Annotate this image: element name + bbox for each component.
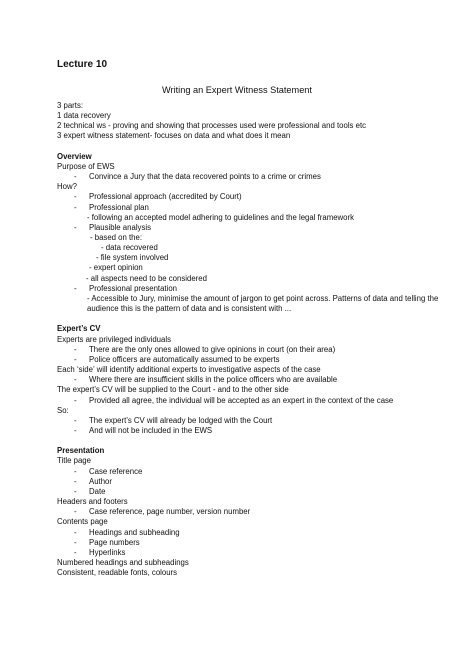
document-body xyxy=(57,101,457,578)
bullet-marker: - xyxy=(74,527,77,537)
bullet-marker: - xyxy=(74,486,77,496)
each-side-line: Each ‘side’ will identify additional experts to investigative aspects of the case xyxy=(57,365,321,375)
list-item xyxy=(57,548,457,558)
list-item xyxy=(57,528,457,538)
list-item-text: Where there are insufficient skills in the police officers who are available xyxy=(89,375,338,385)
bullet-marker: - xyxy=(74,466,77,476)
parts-item: 3 expert witness statement- focuses on data and what does it mean xyxy=(57,131,291,141)
list-item-text: Plausible analysis xyxy=(89,222,151,232)
list-item-text: The expert’s CV will already be lodged with the Court xyxy=(89,415,273,425)
bullet-marker: - xyxy=(74,395,77,405)
list-item xyxy=(57,396,457,406)
sub-item: - expert opinion xyxy=(89,263,143,273)
numbered-line: Numbered headings and subheadings xyxy=(57,557,189,567)
experts-cv-heading: Expert’s CV xyxy=(57,324,101,334)
purpose-label: Purpose of EWS xyxy=(57,161,115,171)
list-item xyxy=(57,203,457,213)
list-item-text: Convince a Jury that the data recovered points to a crime or crimes xyxy=(89,172,321,182)
list-item-text: Professional presentation xyxy=(89,283,177,293)
list-item-text: Date xyxy=(89,486,106,496)
list-item xyxy=(57,345,457,355)
sub-item: - data recovered xyxy=(101,243,158,253)
contents-page-line: Contents page xyxy=(57,517,108,527)
list-item-text: Author xyxy=(89,476,112,486)
list-item xyxy=(57,223,457,233)
parts-item: 1 data recovery xyxy=(57,111,111,121)
list-item xyxy=(57,538,457,548)
bullet-marker: - xyxy=(74,344,77,354)
list-item xyxy=(57,284,457,294)
parts-item: 2 technical ws - proving and showing that processes used were professional and tools etc xyxy=(57,121,367,131)
bullet-marker: - xyxy=(74,172,77,182)
list-item xyxy=(57,416,457,426)
bullet-marker: - xyxy=(74,222,77,232)
headers-footers-line: Headers and footers xyxy=(57,497,128,507)
list-item xyxy=(57,355,457,365)
bullet-marker: - xyxy=(74,425,77,435)
sub-item: - file system involved xyxy=(96,253,169,263)
title-page-line: Title page xyxy=(57,456,91,466)
presentation-detail: - Accessible to Jury, minimise the amount of jargon to get point across. Patterns of data and telling the audience this is the pattern of data and is consistent with ... xyxy=(87,293,439,314)
lecture-heading: Lecture 10 xyxy=(57,59,108,70)
list-item xyxy=(57,375,457,385)
how-label: How? xyxy=(57,182,77,192)
consistent-line: Consistent, readable fonts, colours xyxy=(57,568,178,578)
list-item xyxy=(57,477,457,487)
list-item-text: Page numbers xyxy=(89,537,140,547)
list-item-text: Provided all agree, the individual will be accepted as an expert in the context of the case xyxy=(89,395,394,405)
bullet-marker: - xyxy=(74,192,77,202)
so-line: So: xyxy=(57,405,69,415)
bullet-marker: - xyxy=(74,202,77,212)
bullet-marker: - xyxy=(74,354,77,364)
based-on-line: - based on the: xyxy=(90,233,143,243)
list-item-text: And will not be included in the EWS xyxy=(89,425,213,435)
bullet-marker: - xyxy=(74,415,77,425)
bullet-marker: - xyxy=(74,283,77,293)
list-item-text: Headings and subheading xyxy=(89,527,180,537)
overview-heading: Overview xyxy=(57,151,92,161)
bullet-marker: - xyxy=(74,507,77,517)
list-item-text: There are the only ones allowed to give opinions in court (on their area) xyxy=(89,344,336,354)
bullet-marker: - xyxy=(74,375,77,385)
privileged-line: Experts are privileged individuals xyxy=(57,334,171,344)
list-item-text: Professional plan xyxy=(89,202,149,212)
all-aspects-line: - all aspects need to be considered xyxy=(86,273,207,283)
supplied-line: The expert’s CV will be supplied to the Court - and to the other side xyxy=(57,385,289,395)
list-item-text: Case reference, page number, version number xyxy=(89,507,251,517)
list-item xyxy=(57,172,457,182)
parts-intro: 3 parts: xyxy=(57,101,84,110)
list-item-text: Police officers are automatically assumed to be experts xyxy=(89,354,280,364)
list-item-text: Professional approach (accredited by Court) xyxy=(89,192,242,202)
list-item xyxy=(57,192,457,202)
list-item xyxy=(57,467,457,477)
list-item xyxy=(57,507,457,517)
list-item xyxy=(57,487,457,497)
document-title: Writing an Expert Witness Statement xyxy=(162,85,312,95)
list-item-text: Hyperlinks xyxy=(89,547,126,557)
list-item xyxy=(57,426,457,436)
presentation-heading: Presentation xyxy=(57,446,105,456)
list-item-text: Case reference xyxy=(89,466,143,476)
plan-detail: - following an accepted model adhering to guidelines and the legal framework xyxy=(87,212,354,222)
bullet-marker: - xyxy=(74,476,77,486)
bullet-marker: - xyxy=(74,547,77,557)
bullet-marker: - xyxy=(74,537,77,547)
